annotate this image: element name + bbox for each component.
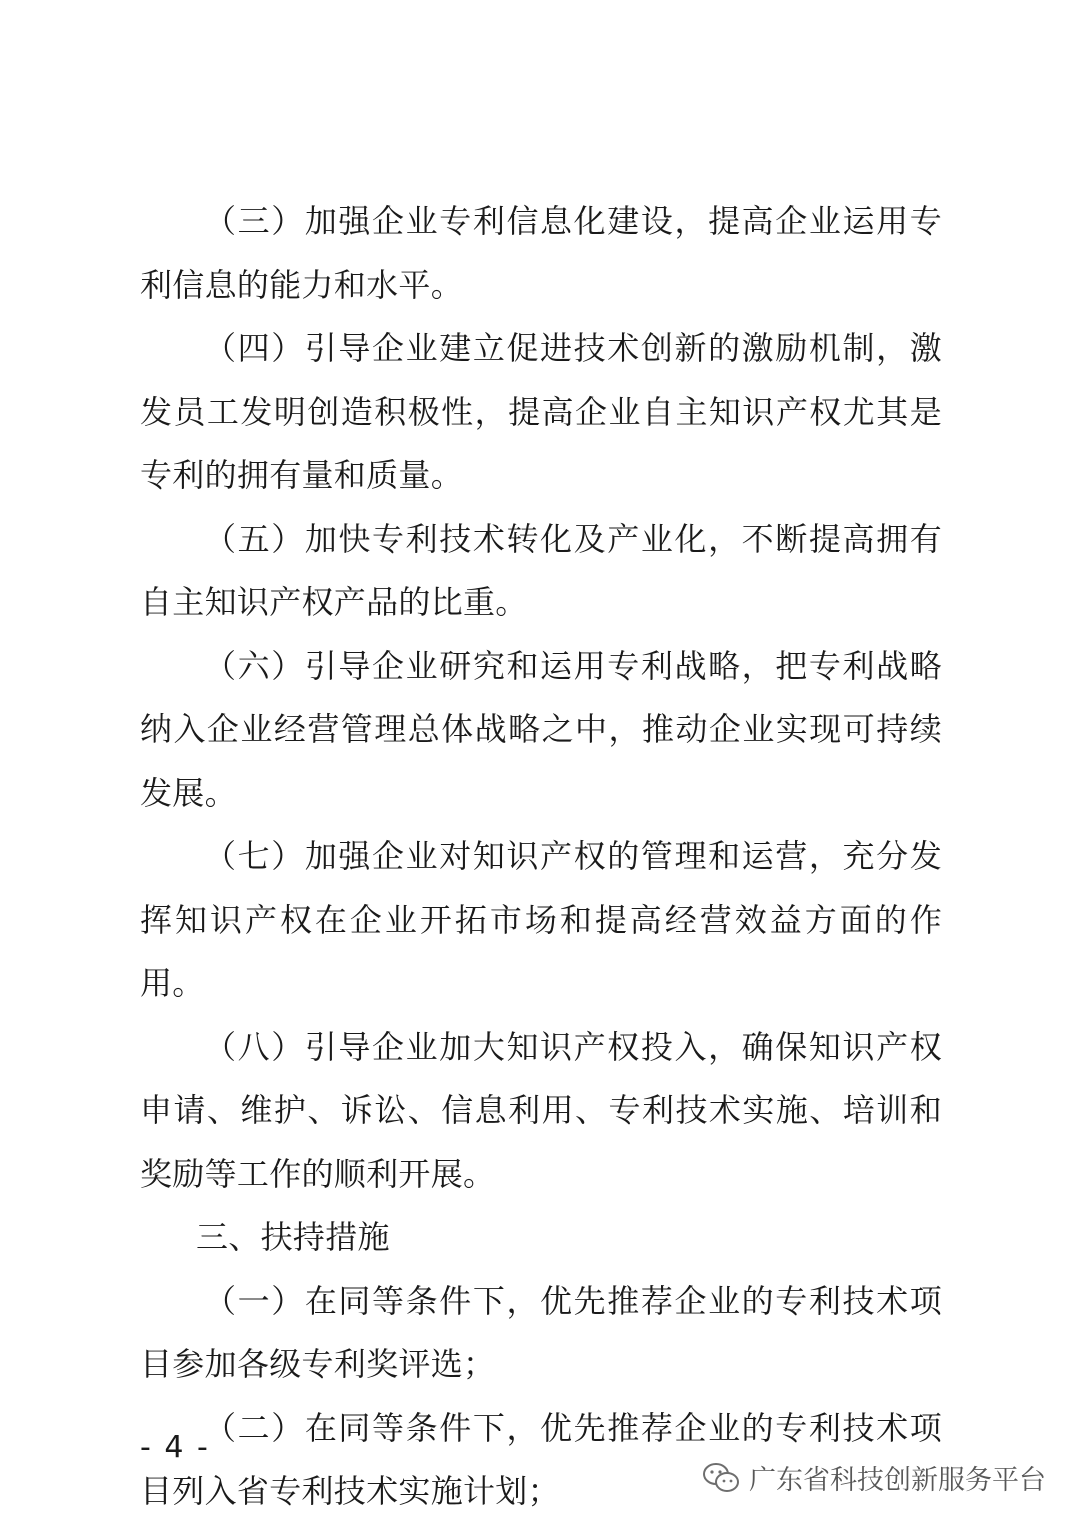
- measure-1: （一）在同等条件下，优先推荐企业的专利技术项目参加各级专利奖评选；: [140, 1281, 942, 1383]
- page-number: - 4 -: [140, 1430, 210, 1465]
- document-body: [140, 190, 942, 1524]
- paragraph-3: （三）加强企业专利信息化建设，提高企业运用专利信息的能力和水平。: [140, 202, 942, 304]
- wechat-icon: [701, 1461, 741, 1495]
- paragraph-6: （六）引导企业研究和运用专利战略，把专利战略纳入企业经营管理总体战略之中，推动企业实现可持续发展。: [140, 646, 942, 812]
- watermark: [701, 1458, 1046, 1497]
- measure-2: （二）在同等条件下，优先推荐企业的专利技术项目列入省专利技术实施计划；: [140, 1408, 942, 1510]
- section-heading: 三、扶持措施: [196, 1218, 390, 1256]
- paragraph-8: （八）引导企业加大知识产权投入，确保知识产权申请、维护、诉讼、信息利用、专利技术实施、培训和奖励等工作的顺利开展。: [140, 1027, 942, 1193]
- paragraph-5: （五）加快专利技术转化及产业化，不断提高拥有自主知识产权产品的比重。: [140, 519, 942, 621]
- paragraph-7: （七）加强企业对知识产权的管理和运营，充分发挥知识产权在企业开拓市场和提高经营效益方面的作用。: [140, 837, 942, 1002]
- watermark-text: 广东省科技创新服务平台: [749, 1465, 1046, 1496]
- paragraph-4: （四）引导企业建立促进技术创新的激励机制，激发员工发明创造积极性，提高企业自主知识产权尤其是专利的拥有量和质量。: [140, 329, 942, 494]
